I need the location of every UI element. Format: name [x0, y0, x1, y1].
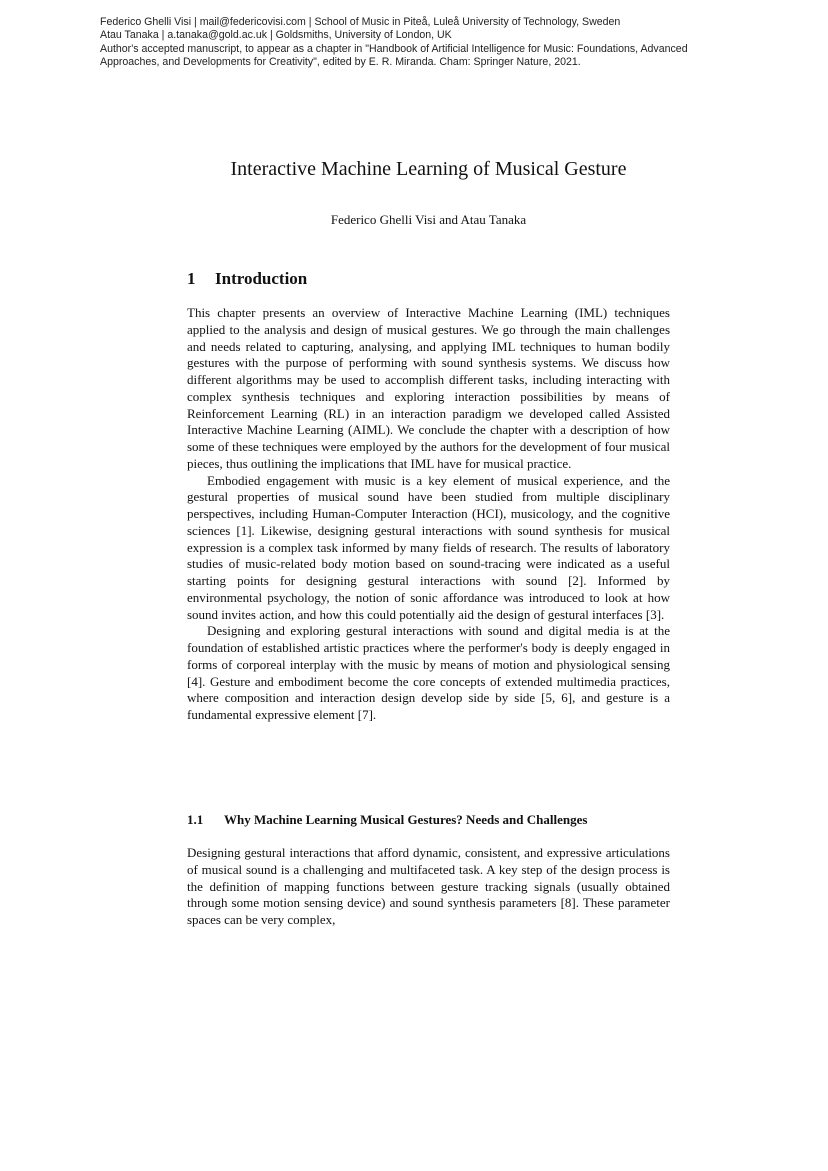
paragraph: Designing and exploring gestural interactions with sound and digital media is at the foundation of established artistic practices where the performer's body is deeply engaged in forms of corporeal interplay with the music by means of motion and physiological sensing [4]. Gesture and embodiment become the core concepts of extended multimedia practices, where composition and interaction design develop side by side [5, 6], and gesture is a fundamental expressive element [7]. [187, 623, 670, 722]
header-note-line: Atau Tanaka | a.tanaka@gold.ac.uk | Goldsmiths, University of London, UK [100, 29, 452, 42]
header-note-line: Author's accepted manuscript, to appear as a chapter in "Handbook of Artificial Intelligence for Music: Foundations, Advanced [100, 42, 688, 55]
subsection-title: Why Machine Learning Musical Gestures? Needs and Challenges [224, 812, 588, 827]
section-title: Introduction [215, 269, 308, 288]
header-note-line: Approaches, and Developments for Creativity", edited by E. R. Miranda. Cham: Springer Nature, 2021. [100, 56, 581, 69]
section-number: 1 [187, 269, 196, 288]
header-note [100, 16, 780, 70]
paragraph: Designing gestural interactions that afford dynamic, consistent, and expressive articulations of musical sound is a challenging and multifaceted task. A key step of the design process is the definition of mapping functions between gesture tracking signals (usually obtained through some motion sensing device) and sound synthesis parameters [8]. These parameter spaces can be very complex, [187, 845, 670, 927]
paper-authors: Federico Ghelli Visi and Atau Tanaka [330, 212, 527, 227]
introduction-body [187, 305, 670, 724]
subsection-heading [187, 811, 670, 828]
paragraph: This chapter presents an overview of Interactive Machine Learning (IML) techniques applied to the analysis and design of musical gestures. We go through the main challenges and needs related to capturing, analysing, and applying IML techniques to human bodily gestures with the purpose of performing with sound synthesis systems. We discuss how different algorithms may be used to accomplish different tasks, including interacting with complex synthesis techniques and exploring interaction possibilities by means of Reinforcement Learning (RL) in an interaction paradigm we developed called Assisted Interactive Machine Learning (AIML). We conclude the chapter with a description of how some of these techniques were employed by the authors for the development of four musical pieces, thus outlining the implications that IML have for musical practice. [187, 305, 670, 471]
paper-title: Interactive Machine Learning of Musical Gesture [230, 158, 627, 180]
subsection-body [187, 845, 670, 929]
subsection-number: 1.1 [187, 812, 204, 827]
section-heading [187, 268, 307, 290]
paragraph: Embodied engagement with music is a key element of musical experience, and the gestural properties of musical sound have been studied from multiple disciplinary perspectives, including Human-Computer Interaction (HCI), musicology, and the cognitive sciences [1]. Likewise, designing gestural interactions with sound synthesis for musical expression is a complex task informed by many fields of research. The results of laboratory studies of music-related body motion based on sound-tracing were indicated as a useful starting points for designing gestural interactions with sound [2]. Informed by environmental psychology, the notion of sonic affordance was introduced to look at how sound invites action, and how this could potentially aid the design of gestural interfaces [3]. [187, 472, 670, 622]
header-note-line: Federico Ghelli Visi | mail@federicovisi.com | School of Music in Piteå, Luleå University of Technology, Sweden [100, 16, 621, 28]
